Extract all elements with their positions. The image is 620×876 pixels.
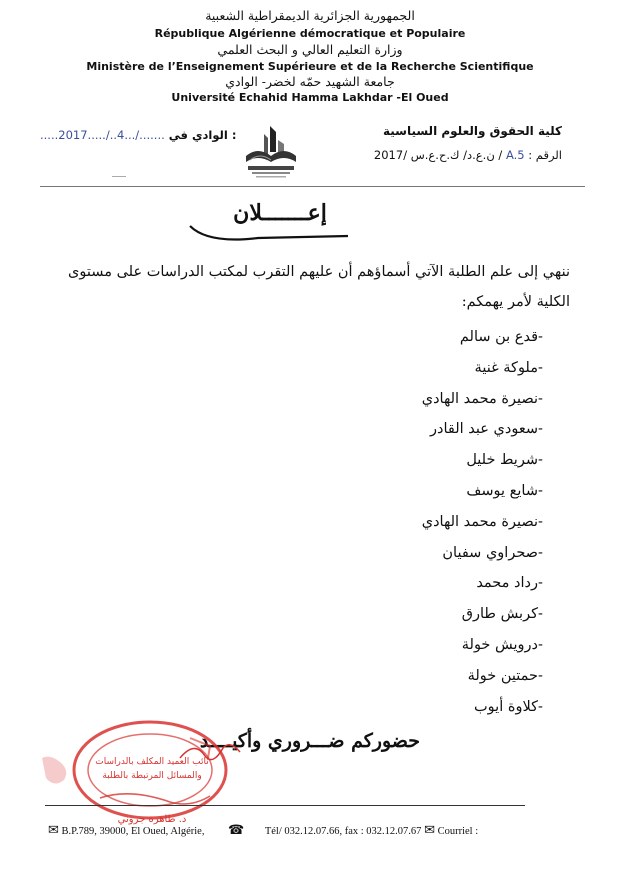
student-name: صحراوي سفيان [442, 544, 538, 561]
place-date [40, 128, 236, 142]
header-divider [40, 186, 585, 187]
list-item [348, 353, 568, 384]
stamp-signatory: د. طاهرة جروني [117, 814, 187, 825]
university-logo [240, 122, 302, 180]
list-bullet: - [538, 359, 543, 376]
closing-statement: حضوركم ضـــروري وأكيــــد [199, 730, 420, 752]
reference-number [374, 148, 562, 162]
email-label: Courriel : [437, 826, 479, 837]
list-item [348, 322, 568, 353]
list-bullet: - [538, 513, 543, 530]
student-name: حمتين خولة [467, 667, 538, 684]
university-fr: Université Echahid Hamma Lakhdar -El Oued [171, 91, 449, 104]
list-item [348, 692, 568, 723]
list-bullet: - [538, 421, 543, 438]
address-text: B.P.789, 39000, El Oued, Algérie, [61, 826, 205, 837]
university-ar: جامعة الشهيد حمّه لخضر- الوادي [225, 74, 395, 89]
intro-line-2: الكلية لأمر يهمكم: [461, 294, 570, 310]
student-name: نصيرة محمد الهادي [421, 390, 538, 407]
ministry-ar: وزارة التعليم العالي و البحث العلمي [217, 42, 403, 57]
student-name: كلاوة أيوب [474, 698, 538, 715]
list-item [348, 630, 568, 661]
place-label: الوادي في : [168, 128, 237, 142]
place-date-value: .....2017...../..4.../....... [40, 128, 165, 142]
student-name: درويش خولة [461, 636, 538, 653]
list-bullet: - [538, 575, 543, 592]
list-item [348, 507, 568, 538]
margin-mark [112, 176, 126, 177]
student-name: شايع يوسف [466, 482, 538, 499]
ref-suffix: / ن.ع.د/ ك.ح.ع.س /2017 [373, 148, 503, 162]
student-name: نصيرة محمد الهادي [421, 513, 538, 530]
list-bullet: - [538, 482, 543, 499]
list-item [348, 476, 568, 507]
phone-icon: ☎ [228, 822, 245, 837]
student-name: سعودي عبد القادر [430, 421, 538, 438]
intro-line-1: ننهي إلى علم الطلبة الآتي أسماؤهم أن عليهم التقرب لمكتب الدراسات على مستوى [68, 264, 570, 280]
stamp-line-2: والمسائل المرتبطة بالطلبة [102, 771, 202, 781]
list-bullet: - [538, 544, 543, 561]
list-item [348, 599, 568, 630]
ministry-fr: Ministère de l’Enseignement Supérieure et de la Recherche Scientifique [86, 60, 534, 73]
list-bullet: - [538, 667, 543, 684]
student-name: ملوكة غنية [474, 359, 538, 376]
phone-fax-text: Tél/ 032.12.07.66, fax : 032.12.07.67 [264, 826, 422, 837]
list-bullet: - [538, 329, 543, 345]
student-name: قدع بن سالم [459, 329, 538, 345]
republic-ar: الجمهورية الجزائرية الديمقراطية الشعبية [205, 8, 415, 23]
student-name: رداد محمد [476, 575, 538, 592]
list-item [348, 384, 568, 415]
stamp-line-1: نائب العميد المكلف بالدراسات [95, 757, 209, 767]
handwritten-signature [175, 738, 245, 768]
list-bullet: - [538, 636, 543, 653]
faculty-name: كلية الحقوق والعلوم السياسية [382, 124, 562, 138]
list-item [348, 445, 568, 476]
footer-phone [228, 822, 478, 838]
list-item [348, 661, 568, 692]
email-icon: ✉ [424, 822, 435, 837]
list-item [348, 538, 568, 569]
mail-envelope-icon: ✉ [48, 822, 59, 837]
announcement-title-text: إعـــــــلان [233, 200, 327, 226]
list-bullet: - [538, 698, 543, 715]
list-bullet: - [538, 390, 543, 407]
list-item [348, 414, 568, 445]
footer-divider [45, 805, 525, 806]
student-name: كربش طارق [461, 606, 538, 623]
list-item [348, 568, 568, 599]
student-list [348, 322, 568, 722]
footer-address [48, 822, 204, 838]
student-name: شريط خليل [466, 452, 538, 469]
title-flourish [188, 220, 358, 242]
official-stamp [40, 718, 240, 828]
list-bullet: - [538, 606, 543, 623]
ref-number: A.5 [505, 148, 525, 162]
list-bullet: - [538, 452, 543, 469]
republic-fr: République Algérienne démocratique et Populaire [154, 27, 466, 40]
ref-label: الرقم : [528, 148, 562, 162]
